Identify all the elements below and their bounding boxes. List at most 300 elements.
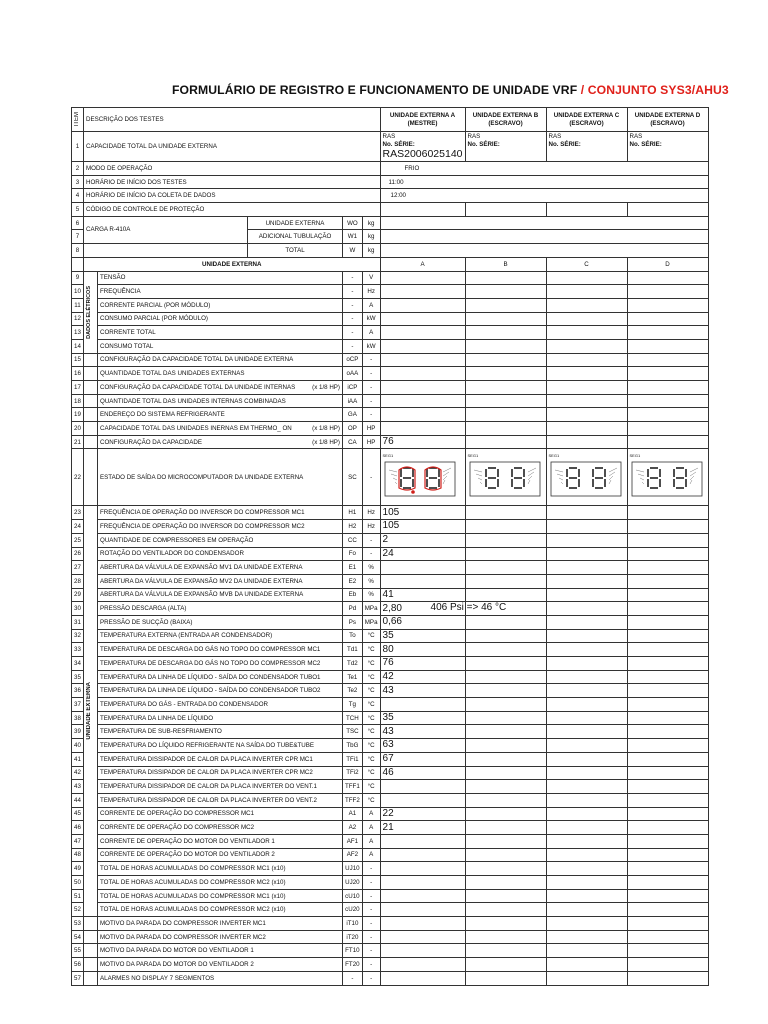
unit-a-value[interactable] [380, 408, 465, 422]
unit-a-value[interactable] [380, 944, 465, 958]
unit-a-value[interactable] [380, 670, 465, 684]
row-label [98, 547, 343, 561]
row-label [98, 958, 343, 972]
row-label [98, 533, 343, 547]
unit-d-value[interactable] [627, 848, 708, 862]
unit-c-serial[interactable]: RAS No. SÉRIE: [546, 132, 627, 162]
unit-c-value[interactable] [546, 752, 627, 766]
row-number: 55 [72, 944, 84, 958]
row-unit: HP [362, 422, 380, 436]
unit-c-value[interactable] [546, 561, 627, 575]
unit-b-value[interactable] [465, 766, 546, 780]
unit-d-value[interactable] [627, 561, 708, 575]
unit-a-value[interactable] [380, 807, 465, 821]
row-label: CAPACIDADE TOTAL DA UNIDADE EXTERNA [84, 132, 381, 162]
unit-c-value[interactable] [546, 903, 627, 917]
unit-b-value[interactable] [465, 725, 546, 739]
row-unit: °C [362, 684, 380, 698]
row-unit: % [362, 588, 380, 602]
row-label-text: TEMPERATURA DO GÁS - ENTRADA DO CONDENSADOR [100, 700, 268, 708]
unit-b-value[interactable] [465, 615, 546, 629]
row-label-text: CONSUMO TOTAL [100, 342, 154, 350]
unit-a-value-text: 35 [382, 712, 394, 724]
row-label: ESTADO DE SAÍDA DO MICROCOMPUTADOR DA UNIDADE EXTERNA [98, 449, 343, 506]
row-number: 22 [72, 449, 84, 506]
unit-a-value[interactable] [380, 588, 465, 602]
unit-b-value[interactable] [465, 574, 546, 588]
unit-a-value[interactable] [380, 698, 465, 712]
row-label-text: TEMPERATURA DISSIPADOR DE CALOR DA PLACA INVERTER DO VENT.2 [100, 796, 317, 804]
unit-a-value[interactable] [380, 821, 465, 835]
row-label-text: TEMPERATURA DA LINHA DE LÍQUIDO [100, 714, 214, 722]
unit-c-value[interactable] [546, 643, 627, 657]
unit-a-value[interactable] [380, 876, 465, 890]
unit-b-value[interactable] [465, 971, 546, 985]
unit-d-value[interactable] [627, 944, 708, 958]
leader-line [557, 474, 563, 476]
unit-d-value[interactable] [627, 422, 708, 436]
unit-c-value[interactable] [546, 944, 627, 958]
unit-a-value[interactable] [380, 394, 465, 408]
unit-c-value[interactable] [546, 670, 627, 684]
unit-c-value[interactable] [546, 698, 627, 712]
row-label [98, 602, 343, 616]
unit-a-value[interactable] [380, 298, 465, 312]
row-label-text: TEMPERATURA DA LINHA DE LÍQUIDO - SAÍDA DO CONDENSADOR TUBO1 [100, 673, 321, 681]
unit-c-value[interactable] [546, 588, 627, 602]
unit-b-value[interactable] [465, 326, 546, 340]
row-code: Te2 [343, 684, 363, 698]
unit-a-value[interactable] [380, 711, 465, 725]
unit-d-value[interactable] [627, 381, 708, 395]
unit-b-value[interactable] [465, 312, 546, 326]
unit-d-value[interactable] [627, 930, 708, 944]
row-number: 46 [72, 821, 84, 835]
leader-line [443, 468, 451, 472]
row-number: 31 [72, 615, 84, 629]
unit-a-value[interactable] [380, 547, 465, 561]
row-number: 57 [72, 971, 84, 985]
unit-a-value[interactable] [380, 657, 465, 671]
unit-b-value[interactable] [465, 561, 546, 575]
unit-b-value[interactable] [465, 793, 546, 807]
group-spacer [84, 422, 98, 436]
unit-c-value[interactable] [546, 684, 627, 698]
unit-d-value[interactable] [627, 670, 708, 684]
row-unit: - [362, 381, 380, 395]
unit-d-value[interactable] [627, 889, 708, 903]
row-label-text: PRESSÃO DE SUCÇÃO (BAIXA) [100, 618, 193, 626]
unit-a-value[interactable] [380, 766, 465, 780]
seven-segment-display[interactable] [465, 449, 546, 506]
group-spacer [84, 958, 98, 972]
leader-line [528, 468, 536, 472]
unit-b-value[interactable] [465, 917, 546, 931]
row-label [98, 752, 343, 766]
unit-b-serial[interactable]: RAS No. SÉRIE: [465, 132, 546, 162]
unit-d-value[interactable] [627, 506, 708, 520]
unit-c-value[interactable] [546, 367, 627, 381]
unit-d-value[interactable] [627, 958, 708, 972]
unit-b-value[interactable] [465, 394, 546, 408]
unit-c-value[interactable] [546, 312, 627, 326]
unit-d-value[interactable] [627, 353, 708, 367]
unit-b-value[interactable] [465, 876, 546, 890]
unit-c-value[interactable] [546, 780, 627, 794]
unit-c-value[interactable] [546, 793, 627, 807]
unit-b-value[interactable] [465, 862, 546, 876]
unit-d-value[interactable] [627, 725, 708, 739]
table-row [72, 435, 709, 449]
unit-c-value[interactable] [546, 807, 627, 821]
unit-c-value[interactable] [546, 834, 627, 848]
unit-b-value[interactable] [465, 353, 546, 367]
row-code: To [343, 629, 363, 643]
table-row [72, 834, 709, 848]
unit-c-value[interactable] [546, 547, 627, 561]
unit-d-value[interactable] [627, 602, 708, 616]
unit-a-value[interactable] [380, 353, 465, 367]
unit-c-value[interactable] [546, 766, 627, 780]
operation-mode-value[interactable]: FRIO [380, 162, 708, 176]
row-number: 54 [72, 930, 84, 944]
unit-a-value[interactable] [380, 725, 465, 739]
unit-d-value[interactable] [627, 643, 708, 657]
unit-c-value[interactable] [546, 821, 627, 835]
unit-d-value[interactable] [627, 408, 708, 422]
unit-a-value[interactable] [380, 602, 507, 616]
row-label [98, 917, 343, 931]
row-code: A2 [343, 821, 363, 835]
unit-a-value[interactable] [380, 643, 465, 657]
unit-d-value[interactable] [627, 752, 708, 766]
unit-d-value[interactable] [627, 326, 708, 340]
unit-c-value[interactable] [546, 506, 627, 520]
unit-b-value[interactable] [465, 298, 546, 312]
row-code: TFF2 [343, 793, 363, 807]
unit-d-value[interactable] [627, 821, 708, 835]
row-label-text: FREQUÊNCIA DE OPERAÇÃO DO INVERSOR DO COMPRESSOR MC2 [100, 522, 305, 530]
row-7: 7 ADICIONAL TUBULAÇÃO W1 kg [72, 230, 709, 244]
unit-c-value[interactable] [546, 862, 627, 876]
unit-a-value[interactable] [380, 889, 465, 903]
row-code: iT20 [343, 930, 363, 944]
row-code: Td1 [343, 643, 363, 657]
unit-c-value[interactable] [546, 602, 627, 616]
unit-d-value[interactable] [627, 684, 708, 698]
unit-d-value[interactable] [627, 766, 708, 780]
row-code: H2 [343, 520, 363, 534]
table-row [72, 821, 709, 835]
unit-c-value[interactable] [546, 930, 627, 944]
row-label [98, 793, 343, 807]
unit-a-value[interactable] [380, 958, 465, 972]
unit-d-value[interactable] [627, 807, 708, 821]
unit-d-value[interactable] [627, 739, 708, 753]
unit-c-value[interactable] [546, 574, 627, 588]
unit-a-value[interactable] [380, 684, 465, 698]
unit-d-value[interactable] [627, 793, 708, 807]
unit-a-value[interactable] [380, 793, 465, 807]
data-start-value[interactable]: 12:00 [380, 189, 708, 203]
unit-a-value[interactable] [380, 561, 465, 575]
unit-a-value[interactable] [380, 615, 465, 629]
unit-d-value[interactable] [627, 574, 708, 588]
unit-b-value[interactable] [465, 367, 546, 381]
unit-d-value[interactable] [627, 298, 708, 312]
row-unit: % [362, 561, 380, 575]
row-number: 49 [72, 862, 84, 876]
row-label-text: TEMPERATURA DE SUB-RESFRIAMENTO [100, 728, 222, 736]
unit-c-value[interactable] [546, 657, 627, 671]
unit-d-value[interactable] [627, 615, 708, 629]
unit-d-header: UNIDADE EXTERNA D (ESCRAVO) [627, 108, 708, 132]
unit-c-value[interactable] [546, 271, 627, 285]
unit-a-value[interactable] [380, 312, 465, 326]
unit-d-value[interactable] [627, 698, 708, 712]
unit-b-value[interactable] [465, 848, 546, 862]
row-label [98, 643, 343, 657]
unit-a-value-text: 76 [382, 657, 394, 669]
table-row [72, 643, 709, 657]
unit-b-value[interactable] [465, 711, 546, 725]
unit-b-value[interactable] [465, 958, 546, 972]
table-row [72, 903, 709, 917]
unit-c-value[interactable] [546, 353, 627, 367]
unit-c-value[interactable] [546, 339, 627, 353]
seven-segment-diagram [549, 458, 623, 500]
unit-d-value[interactable] [627, 903, 708, 917]
row-label [98, 711, 343, 725]
unit-c-value[interactable] [546, 848, 627, 862]
unit-a-value[interactable] [380, 533, 465, 547]
unit-c-value[interactable] [546, 285, 627, 299]
unit-d-value[interactable] [627, 834, 708, 848]
leader-line [389, 470, 397, 472]
unit-d-value[interactable] [627, 285, 708, 299]
group-spacer [84, 367, 98, 381]
unit-a-serial[interactable]: RAS No. SÉRIE: RAS2006025140 [380, 132, 465, 162]
test-start-value[interactable]: 11:00 [380, 175, 708, 189]
unit-d-value[interactable] [627, 312, 708, 326]
unit-c-value[interactable] [546, 533, 627, 547]
unit-d-value[interactable] [627, 876, 708, 890]
row-unit: - [362, 917, 380, 931]
unit-a-value-text: 2,80 [382, 602, 402, 614]
row-code: TFi2 [343, 766, 363, 780]
unit-a-value[interactable] [380, 930, 465, 944]
unit-a-value[interactable] [380, 862, 465, 876]
seven-segment-display[interactable] [627, 449, 708, 506]
row-label [98, 807, 343, 821]
unit-b-header: UNIDADE EXTERNA B (ESCRAVO) [465, 108, 546, 132]
unit-d-value[interactable] [627, 520, 708, 534]
table-row [72, 547, 709, 561]
row-label [98, 271, 343, 285]
group-spacer [84, 944, 98, 958]
table-row [72, 602, 709, 616]
unit-a-value[interactable] [380, 739, 465, 753]
unit-c-value[interactable] [546, 739, 627, 753]
unit-c-value[interactable] [546, 876, 627, 890]
unit-b-value[interactable] [465, 533, 546, 547]
row-code: Pd [343, 602, 363, 616]
unit-b-value[interactable] [465, 271, 546, 285]
unit-d-value[interactable] [627, 862, 708, 876]
unit-c-value[interactable] [546, 394, 627, 408]
unit-c-value[interactable] [546, 958, 627, 972]
unit-c-value[interactable] [546, 725, 627, 739]
table-row [72, 408, 709, 422]
item-header: ITEM [74, 112, 80, 127]
unit-d-value[interactable] [627, 394, 708, 408]
unit-b-value[interactable] [465, 435, 546, 449]
unit-d-value[interactable] [627, 435, 708, 449]
unit-d-value[interactable] [627, 780, 708, 794]
unit-a-value[interactable] [380, 506, 465, 520]
row-label-text: ABERTURA DA VÁLVULA DE EXPANSÃO MV1 DA UNIDADE EXTERNA [100, 564, 303, 572]
table-row [72, 326, 709, 340]
unit-a-value-text: 22 [382, 807, 394, 819]
unit-d-serial[interactable]: RAS No. SÉRIE: [627, 132, 708, 162]
unit-a-value[interactable] [380, 367, 465, 381]
table-row [72, 793, 709, 807]
unit-a-value[interactable] [380, 903, 465, 917]
seven-segment-display[interactable] [380, 449, 465, 506]
unit-d-value[interactable] [627, 533, 708, 547]
unit-b-value[interactable] [465, 944, 546, 958]
unit-d-value[interactable] [627, 971, 708, 985]
unit-b-value[interactable] [465, 422, 546, 436]
unit-d-value[interactable] [627, 917, 708, 931]
row-label-text: ALARMES NO DISPLAY 7 SEGMENTOS [100, 974, 215, 982]
unit-d-value[interactable] [627, 657, 708, 671]
unit-b-value[interactable] [465, 780, 546, 794]
unit-b-value[interactable] [465, 643, 546, 657]
unit-a-value[interactable] [380, 629, 465, 643]
unit-c-value[interactable] [546, 381, 627, 395]
unit-c-value[interactable] [546, 629, 627, 643]
unit-b-value[interactable] [465, 339, 546, 353]
unit-b-value[interactable] [465, 807, 546, 821]
table-row [72, 561, 709, 575]
unit-a-value[interactable] [380, 520, 465, 534]
unit-a-value[interactable] [380, 285, 465, 299]
unit-c-value[interactable] [546, 520, 627, 534]
row-label [98, 629, 343, 643]
unit-c-value[interactable] [546, 298, 627, 312]
unit-b-value[interactable] [465, 752, 546, 766]
unit-b-value[interactable] [465, 698, 546, 712]
row-label-text: FREQUÊNCIA DE OPERAÇÃO DO INVERSOR DO COMPRESSOR MC1 [100, 509, 305, 517]
unit-a-value[interactable] [380, 326, 465, 340]
row-label-text: MOTIVO DA PARADA DO COMPRESSOR INVERTER MC2 [100, 933, 266, 941]
row-unit: - [362, 394, 380, 408]
leader-line [443, 480, 445, 484]
unit-b-value[interactable] [465, 903, 546, 917]
row-unit: °C [362, 670, 380, 684]
unit-d-value[interactable] [627, 547, 708, 561]
unit-a-value[interactable] [380, 971, 465, 985]
unit-c-value[interactable] [546, 326, 627, 340]
unit-d-value[interactable] [627, 339, 708, 353]
row-label [98, 698, 343, 712]
unit-b-value[interactable] [465, 821, 546, 835]
unit-b-value[interactable] [465, 285, 546, 299]
unit-a-value[interactable] [380, 381, 465, 395]
unit-c-value[interactable] [546, 615, 627, 629]
unit-d-value[interactable] [627, 711, 708, 725]
unit-d-value[interactable] [627, 271, 708, 285]
unit-c-value[interactable] [546, 408, 627, 422]
unit-b-value[interactable] [465, 670, 546, 684]
leader-line [690, 476, 694, 480]
row-label-text: QUANTIDADE TOTAL DAS UNIDADES EXTERNAS [100, 370, 245, 378]
row-label-text: CORRENTE PARCIAL (POR MÓDULO) [100, 301, 211, 309]
unit-b-value[interactable] [465, 684, 546, 698]
unit-c-value[interactable] [546, 435, 627, 449]
unit-d-value[interactable] [627, 588, 708, 602]
unit-c-value[interactable] [546, 422, 627, 436]
unit-a-value[interactable] [380, 422, 465, 436]
unit-c-value[interactable] [546, 711, 627, 725]
unit-b-value[interactable] [465, 381, 546, 395]
unit-a-value[interactable] [380, 435, 465, 449]
row-code: Tg [343, 698, 363, 712]
section-header: UNIDADE EXTERNA [84, 257, 381, 271]
unit-b-value[interactable] [465, 930, 546, 944]
unit-b-value[interactable] [465, 547, 546, 561]
row-label-text: TEMPERATURA DA LINHA DE LÍQUIDO - SAÍDA DO CONDENSADOR TUBO2 [100, 687, 321, 695]
row-label [98, 312, 343, 326]
display-label: SEG1 [548, 452, 560, 458]
test-form-table [71, 107, 709, 986]
unit-a-value[interactable] [380, 752, 465, 766]
row-number: 20 [72, 422, 84, 436]
row-label-text: TEMPERATURA DISSIPADOR DE CALOR DA PLACA INVERTER DO VENT.1 [100, 783, 317, 791]
leader-line [528, 472, 534, 476]
unit-a-value[interactable] [380, 574, 465, 588]
unit-d-value[interactable] [627, 629, 708, 643]
unit-b-value[interactable] [465, 408, 546, 422]
unit-a-value[interactable] [380, 339, 465, 353]
table-row [72, 848, 709, 862]
unit-a-value[interactable] [380, 271, 465, 285]
unit-b-value[interactable] [465, 629, 546, 643]
unit-b-value[interactable] [465, 889, 546, 903]
unit-a-value[interactable] [380, 917, 465, 931]
unit-b-value[interactable] [465, 588, 546, 602]
seven-segment-display[interactable] [546, 449, 627, 506]
unit-a-value[interactable] [380, 780, 465, 794]
unit-c-value[interactable] [546, 889, 627, 903]
unit-a-value[interactable] [380, 834, 465, 848]
unit-c-value[interactable] [546, 971, 627, 985]
unit-a-value[interactable] [380, 848, 465, 862]
unit-b-value[interactable] [465, 739, 546, 753]
table-row [72, 615, 709, 629]
charge-label: CARGA R-410A [84, 216, 248, 243]
unit-b-value[interactable] [465, 657, 546, 671]
unit-b-value[interactable] [465, 520, 546, 534]
row-unit: MPa [362, 615, 380, 629]
unit-b-value[interactable] [465, 834, 546, 848]
unit-b-value[interactable] [465, 506, 546, 520]
unit-d-value[interactable] [627, 367, 708, 381]
row-label-text: CORRENTE TOTAL [100, 329, 156, 337]
row-label [98, 780, 343, 794]
unit-c-value[interactable] [546, 917, 627, 931]
